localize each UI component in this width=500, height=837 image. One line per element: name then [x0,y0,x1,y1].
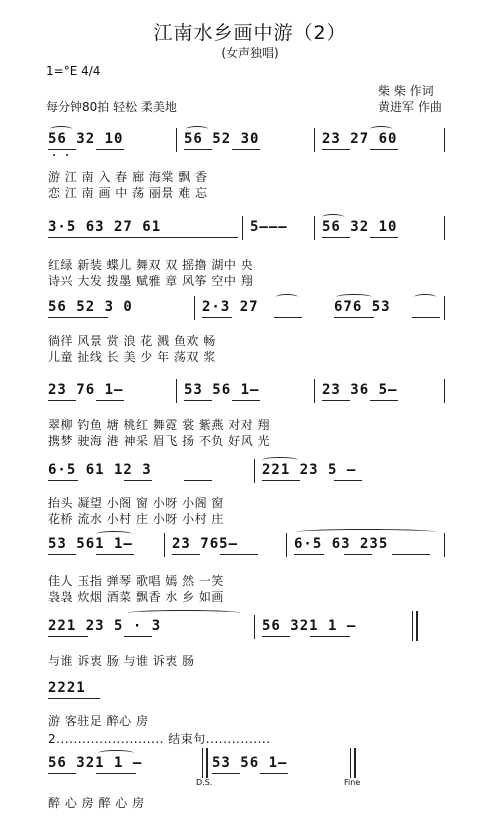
measure: 2·3 27 [202,299,259,315]
slur [296,529,436,535]
measure: 2221 [48,680,86,696]
page-title: 江南水乡画中游（2） [153,22,347,44]
bar-line [314,128,315,152]
underline [262,636,290,637]
underline [96,773,136,774]
octave-dot [66,154,68,156]
lyric-line: 恋 江 南 画 中 荡 丽景 难 忘 [48,186,208,200]
slur [186,126,208,132]
measure: 56 321 1 — [262,618,357,634]
slur [96,531,132,537]
slur [98,750,134,756]
slur [370,126,392,132]
bar-line [314,216,315,240]
underline [274,317,302,318]
underline [96,554,134,555]
lyric-line: 携梦 驶海 港 神采 眉飞 扬 不负 好风 光 [48,434,271,448]
final-bar-line [206,748,208,778]
underline [370,400,398,401]
underline [334,317,374,318]
measure: 56 52 30 [184,131,260,147]
underline [48,237,238,238]
measure: 53 561 1— [48,536,133,552]
underline [322,149,350,150]
lyric-line: 抬头 凝望 小阁 窗 小呀 小阁 窗 [48,496,224,510]
underline [48,480,78,481]
measure: 53 56 1— [212,755,288,771]
underline [370,237,398,238]
underline [310,636,350,637]
slur [322,214,344,220]
underline [48,698,100,699]
measure: 23 765— [172,536,239,552]
bar-line [444,533,445,557]
octave-dot [53,154,55,156]
lyric-line: 游 江 南 入 春 廊 海棠 飘 香 [48,170,208,184]
final-bar-line [350,748,351,778]
underline [344,554,372,555]
underline [184,480,212,481]
measure: 56 321 1 — [48,755,143,771]
bar-line [444,379,445,403]
underline [184,149,212,150]
underline [96,149,124,150]
lyric-line: 与谁 诉衷 肠 与谁 诉衷 肠 [48,654,195,668]
lyric-line: 醉 心 房 醉 心 房 [48,796,145,810]
underline [184,400,212,401]
measure: 5——— [250,219,288,235]
underline [212,773,240,774]
bar-line [242,216,243,240]
slur [276,294,298,300]
measure: 56 32 10 [322,219,398,235]
page-subtitle: (女声独唱) [221,46,279,60]
ds-marking: D.S. [196,778,213,787]
underline [232,149,260,150]
bar-line [176,128,177,152]
underline [48,149,76,150]
slur [262,457,298,463]
underline [322,400,350,401]
slur [336,294,372,300]
lyric-line: 红绿 新装 蝶儿 舞双 双 摇撸 湖中 央 [48,258,254,272]
underline [48,636,88,637]
slur [50,126,72,132]
key-signature: 1=°E 4/4 [46,64,101,78]
measure: 221 23 5 · 3 [48,618,162,634]
lyricist-credit: 柴 柴 作词 [378,84,434,98]
underline [322,237,350,238]
fine-marking: Fine [344,778,361,787]
lyric-line: 徜徉 风景 赏 浪 花 溅 鱼欢 畅 [48,334,216,348]
underline [220,554,258,555]
measure: 6·5 63 235 [294,536,389,552]
underline [48,317,108,318]
bar-line [286,533,287,557]
lyric-line: 诗兴 大发 拨墨 赋雅 章 风筝 空中 翔 [48,274,254,288]
underline [48,773,76,774]
measure: 56 32 10 [48,131,124,147]
bar-line [194,296,195,320]
ending-label: 2......................... 结束句............... [48,732,271,746]
measure: 676 53 [334,299,391,315]
underline [124,636,152,637]
underline [202,317,232,318]
lyric-line: 佳人 玉指 弹琴 歌唱 嫣 然 一笑 [48,574,224,588]
lyric-line: 游 客驻足 醉心 房 [48,714,149,728]
underline [262,480,300,481]
bar-line [444,296,445,320]
bar-line [314,379,315,403]
bar-line [444,216,445,240]
underline [294,554,324,555]
measure: 6·5 61 12 3 [48,462,152,478]
underline [370,149,398,150]
lyric-line: 儿童 扯线 长 美 少 年 荡双 浆 [48,350,216,364]
bar-line [254,459,255,483]
measure: 56 52 3 0 [48,299,133,315]
measure: 23 36 5— [322,382,398,398]
lyric-line: 花桥 流水 小村 庄 小呀 小村 庄 [48,512,224,526]
final-bar-line [412,611,413,641]
tempo-marking: 每分钟80拍 轻松 柔美地 [46,100,177,114]
measure: 53 56 1— [184,382,260,398]
final-bar-line [416,611,418,641]
underline [334,480,362,481]
measure: 23 27 60 [322,131,398,147]
slur [414,294,436,300]
bar-line [176,379,177,403]
lyric-line: 袅袅 炊烟 酒菜 飘香 水 乡 如画 [48,590,224,604]
final-bar-line [202,748,203,778]
lyric-line: 翠柳 钓鱼 塘 桃红 舞霓 裳 紫燕 对对 翔 [48,418,271,432]
underline [96,400,124,401]
underline [48,554,76,555]
bar-line [444,128,445,152]
slur [128,610,240,616]
bar-line [254,615,255,639]
underline [392,554,430,555]
underline [232,400,260,401]
bar-line [164,533,165,557]
underline [124,480,152,481]
underline [48,400,76,401]
underline [412,317,440,318]
measure: 221 23 5 — [262,462,357,478]
final-bar-line [354,748,356,778]
measure: 3·5 63 27 61 [48,219,162,235]
measure: 23 76 1— [48,382,124,398]
underline [172,554,200,555]
underline [260,773,288,774]
composer-credit: 黄进军 作曲 [378,100,442,114]
